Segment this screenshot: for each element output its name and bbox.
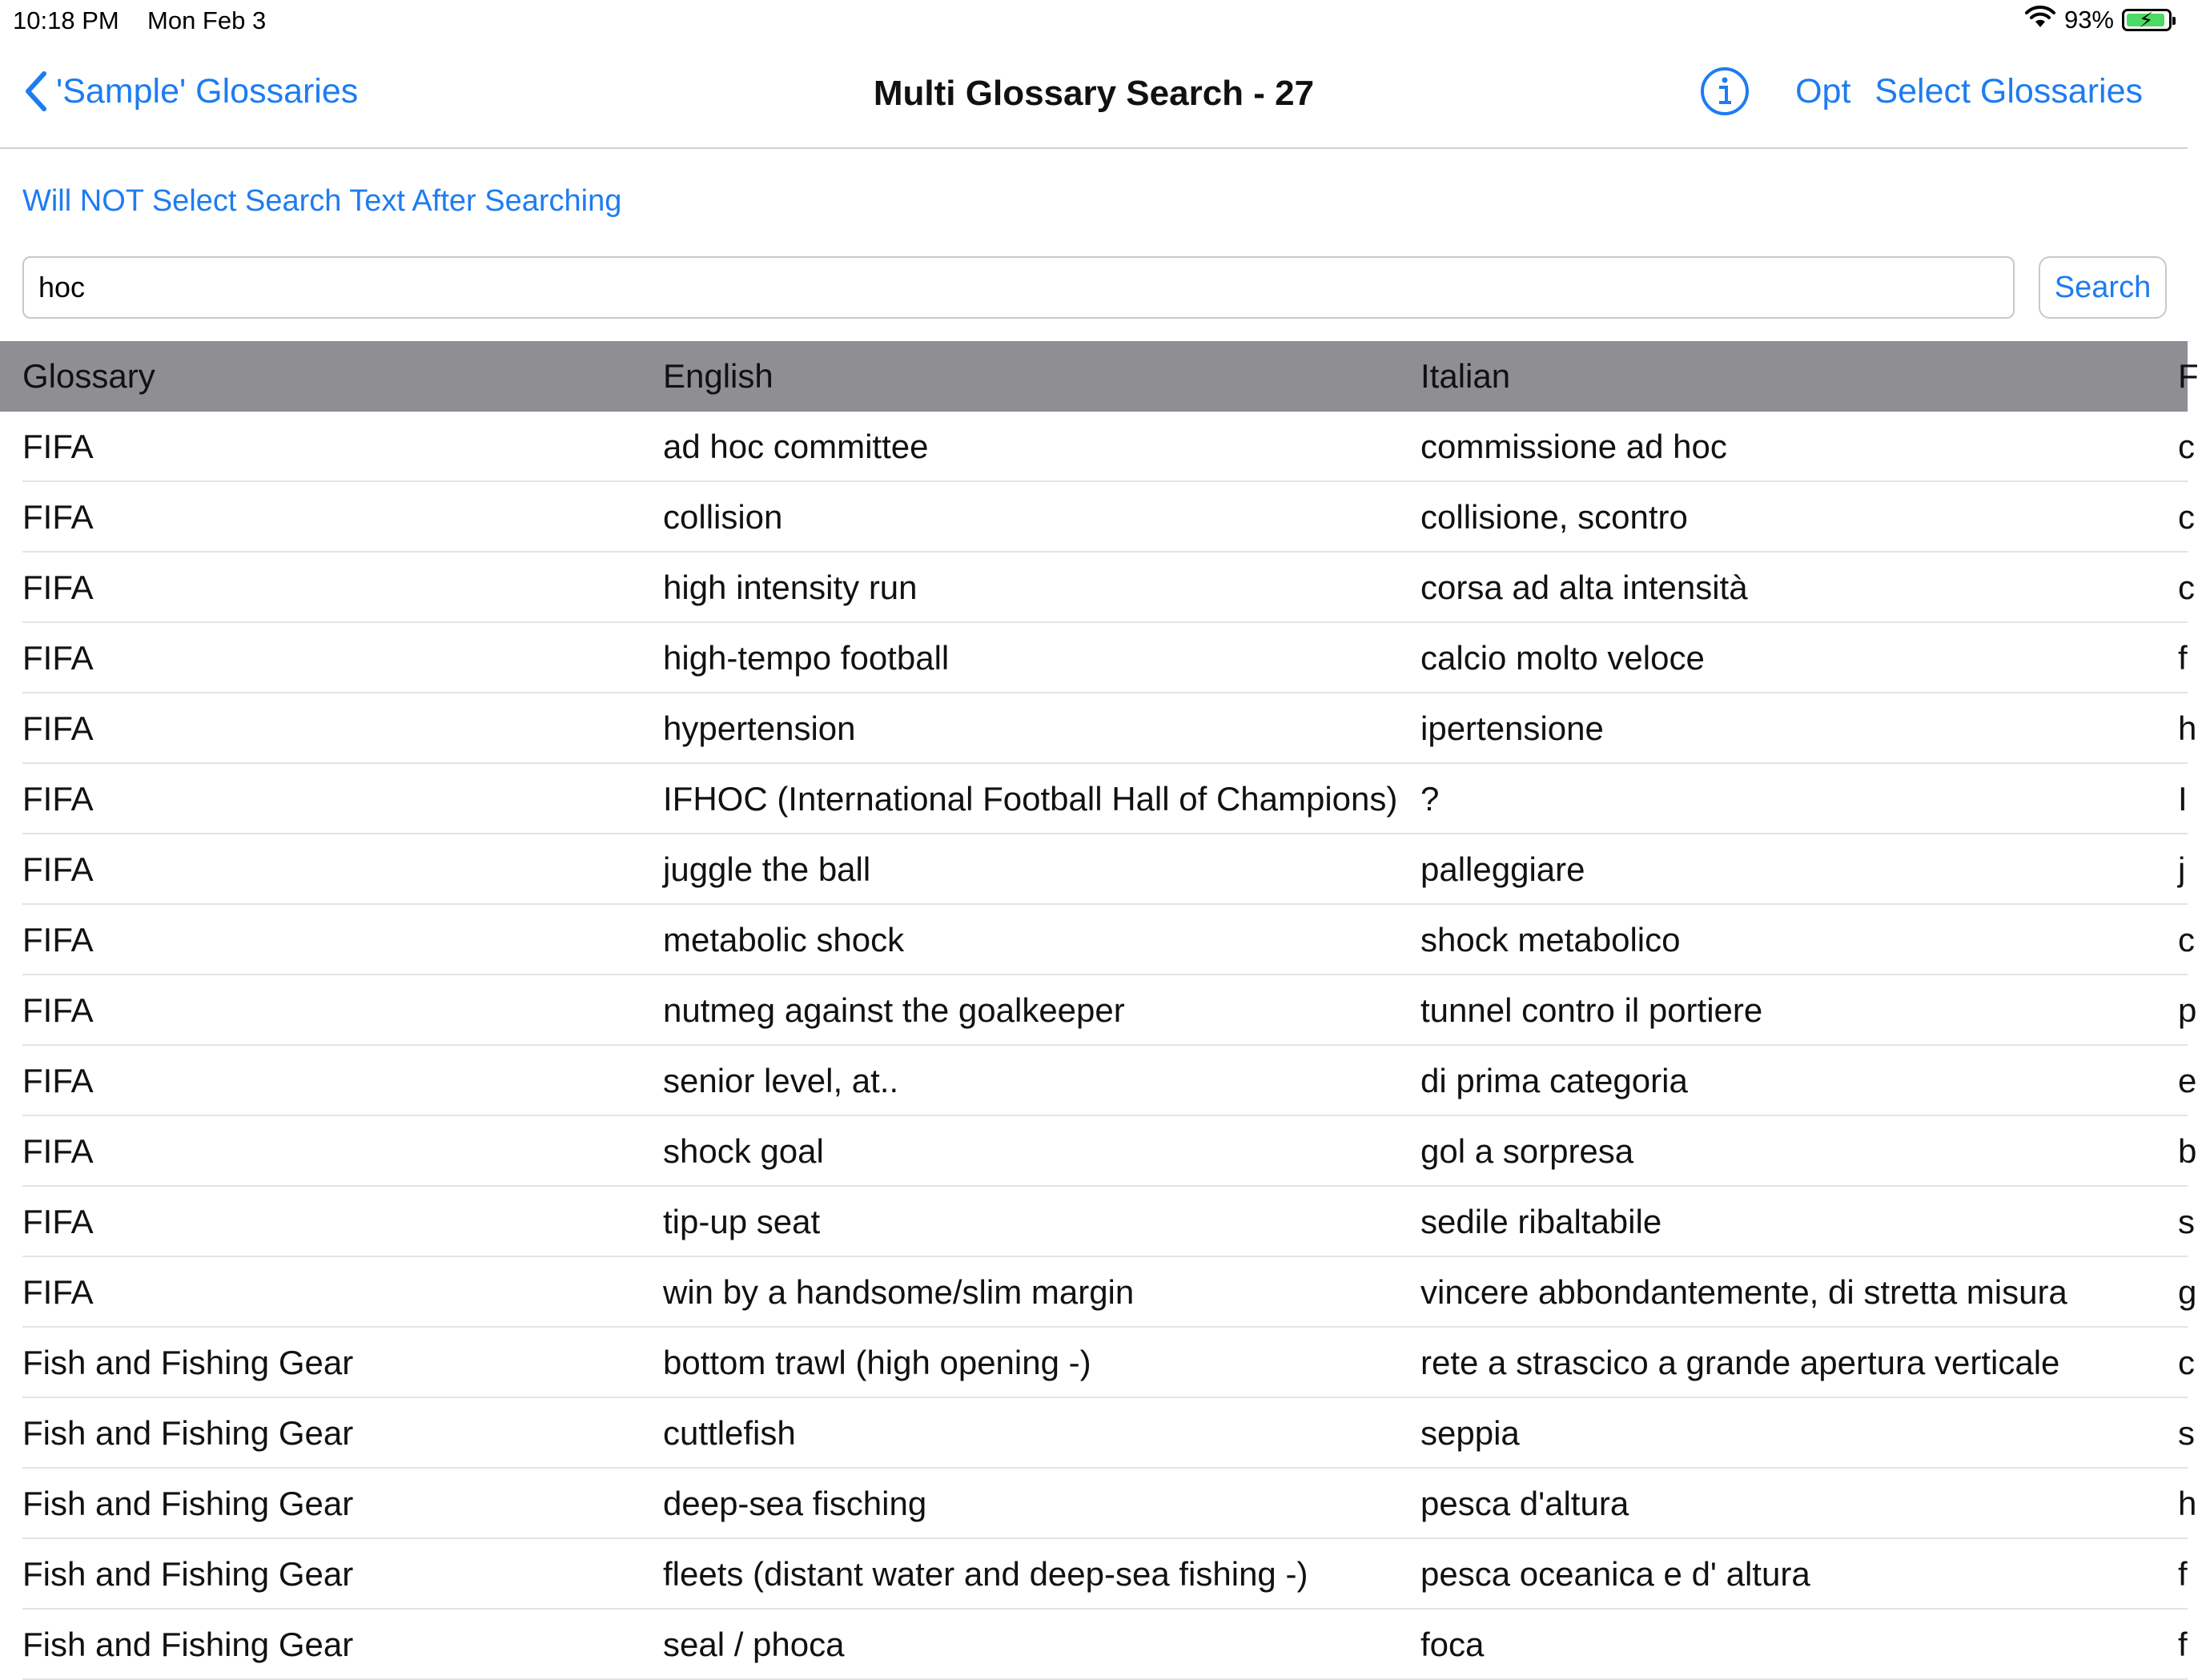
cell-english: metabolic shock: [663, 921, 905, 959]
cell-italian: sedile ribaltabile: [1420, 1203, 1662, 1240]
cell-english: deep-sea fisching: [663, 1485, 927, 1522]
opt-button[interactable]: Opt: [1795, 71, 1851, 111]
cell-next: c: [2178, 569, 2195, 606]
table-row[interactable]: [0, 1610, 2188, 1680]
table-row[interactable]: [0, 1046, 2197, 1116]
cell-english: cuttlefish: [663, 1414, 796, 1452]
table-row[interactable]: [0, 623, 2188, 693]
cell-next: c: [2178, 1344, 2195, 1381]
status-date: Mon Feb 3: [147, 6, 267, 34]
search-input[interactable]: [22, 256, 2015, 319]
nav-actions: [1699, 66, 2143, 117]
cell-italian: shock metabolico: [1420, 921, 1681, 959]
cell-next: f: [2178, 1555, 2188, 1593]
cell-glossary: FIFA: [22, 850, 94, 888]
back-button-label: 'Sample' Glossaries: [56, 71, 359, 111]
cell-next: c: [2178, 498, 2195, 536]
cell-english: hypertension: [663, 709, 856, 747]
cell-glossary: Fish and Fishing Gear: [22, 1344, 354, 1381]
cell-glossary: FIFA: [22, 1273, 94, 1311]
table-row[interactable]: [0, 834, 2188, 905]
table-row[interactable]: [0, 693, 2197, 764]
cell-glossary: FIFA: [22, 709, 94, 747]
cell-italian: tunnel contro il portiere: [1420, 991, 1763, 1029]
cell-next: s: [2178, 1203, 2195, 1240]
cell-glossary: FIFA: [22, 498, 94, 536]
charging-bolt-icon: ⚡: [2139, 8, 2154, 32]
header-next-column: F: [2178, 357, 2199, 395]
cell-english: shock goal: [663, 1132, 824, 1170]
status-right: [2024, 5, 2172, 35]
page-title: Multi Glossary Search - 27: [873, 74, 1315, 113]
cell-next: f: [2178, 639, 2188, 677]
cell-next: e: [2178, 1062, 2197, 1099]
cell-glossary: FIFA: [22, 428, 94, 465]
header-italian: Italian: [1420, 357, 1511, 395]
cell-italian: pesca oceanica e d' altura: [1420, 1555, 1810, 1593]
cell-glossary: FIFA: [22, 1203, 94, 1240]
cell-italian: palleggiare: [1420, 850, 1585, 888]
cell-next: h: [2178, 709, 2197, 747]
status-time: 10:18 PM: [13, 6, 119, 34]
cell-italian: collisione, scontro: [1420, 498, 1688, 536]
cell-glossary: FIFA: [22, 1132, 94, 1170]
table-row[interactable]: [0, 1116, 2197, 1187]
cell-english: high-tempo football: [663, 639, 950, 677]
cell-glossary: FIFA: [22, 991, 94, 1029]
battery-percent: 93%: [2063, 6, 2114, 34]
table-row[interactable]: [0, 1257, 2197, 1328]
cell-next: f: [2178, 1626, 2188, 1663]
cell-next: j: [2178, 850, 2186, 888]
table-row[interactable]: [0, 1539, 2188, 1610]
back-button[interactable]: [24, 70, 358, 112]
wifi-icon: [2024, 5, 2056, 35]
cell-glossary: Fish and Fishing Gear: [22, 1485, 354, 1522]
battery-icon: [2122, 9, 2172, 31]
cell-next: h: [2178, 1485, 2197, 1522]
cell-italian: commissione ad hoc: [1420, 428, 1727, 465]
select-text-toggle[interactable]: Will NOT Select Search Text After Searching: [22, 184, 622, 218]
cell-english: bottom trawl (high opening -): [663, 1344, 1091, 1381]
cell-glossary: FIFA: [22, 569, 94, 606]
table-row[interactable]: [0, 764, 2188, 834]
cell-glossary: Fish and Fishing Gear: [22, 1414, 354, 1452]
cell-english: collision: [663, 498, 783, 536]
cell-english: fleets (distant water and deep-sea fishing -): [663, 1555, 1308, 1593]
cell-italian: vincere abbondantemente, di stretta misura: [1420, 1273, 2067, 1311]
cell-glossary: FIFA: [22, 780, 94, 818]
cell-english: seal / phoca: [663, 1626, 845, 1663]
cell-glossary: Fish and Fishing Gear: [22, 1626, 354, 1663]
cell-italian: rete a strascico a grande apertura verticale: [1420, 1344, 2060, 1381]
table-row[interactable]: [0, 1328, 2195, 1398]
cell-italian: corsa ad alta intensità: [1420, 569, 1748, 606]
cell-english: IFHOC (International Football Hall of Champions): [663, 780, 1398, 818]
cell-glossary: FIFA: [22, 921, 94, 959]
cell-next: s: [2178, 1414, 2195, 1452]
cell-english: tip-up seat: [663, 1203, 821, 1240]
table-body: [0, 412, 2197, 1680]
cell-next: c: [2178, 428, 2195, 465]
cell-next: c: [2178, 921, 2195, 959]
cell-glossary: FIFA: [22, 1062, 94, 1099]
cell-next: p: [2178, 991, 2197, 1029]
cell-english: senior level, at..: [663, 1062, 899, 1099]
table-row[interactable]: [0, 553, 2195, 623]
info-button[interactable]: [1699, 66, 1750, 117]
cell-english: high intensity run: [663, 569, 918, 606]
cell-glossary: FIFA: [22, 639, 94, 677]
cell-italian: seppia: [1420, 1414, 1520, 1452]
cell-english: nutmeg against the goalkeeper: [663, 991, 1125, 1029]
cell-italian: gol a sorpresa: [1420, 1132, 1634, 1170]
search-button[interactable]: Search: [2039, 256, 2167, 319]
table-row[interactable]: [0, 975, 2197, 1046]
cell-italian: ipertensione: [1420, 709, 1604, 747]
table-row[interactable]: [0, 1187, 2195, 1257]
navigation-bar: [0, 42, 2188, 149]
cell-next: g: [2178, 1273, 2197, 1311]
cell-next: b: [2178, 1132, 2197, 1170]
cell-english: win by a handsome/slim margin: [663, 1273, 1135, 1311]
table-row[interactable]: [0, 905, 2195, 975]
table-header: [0, 341, 2199, 412]
table-row[interactable]: [0, 482, 2195, 553]
header-english: English: [663, 357, 774, 395]
cell-italian: foca: [1420, 1626, 1485, 1663]
chevron-left-icon: [24, 70, 48, 112]
cell-next: I: [2178, 780, 2188, 818]
status-bar: [0, 0, 2188, 42]
cell-english: juggle the ball: [663, 850, 871, 888]
table-row[interactable]: [0, 412, 2195, 482]
cell-italian: pesca d'altura: [1420, 1485, 1629, 1522]
header-glossary: Glossary: [22, 357, 155, 395]
select-glossaries-button[interactable]: Select Glossaries: [1874, 71, 2143, 111]
info-icon: [1699, 66, 1750, 117]
cell-glossary: Fish and Fishing Gear: [22, 1555, 354, 1593]
cell-english: ad hoc committee: [663, 428, 929, 465]
cell-italian: calcio molto veloce: [1420, 639, 1705, 677]
table-row[interactable]: [0, 1398, 2195, 1469]
results-table: [0, 341, 2199, 1680]
cell-italian: di prima categoria: [1420, 1062, 1688, 1099]
cell-italian: ?: [1420, 780, 1440, 818]
table-row[interactable]: [0, 1469, 2197, 1539]
